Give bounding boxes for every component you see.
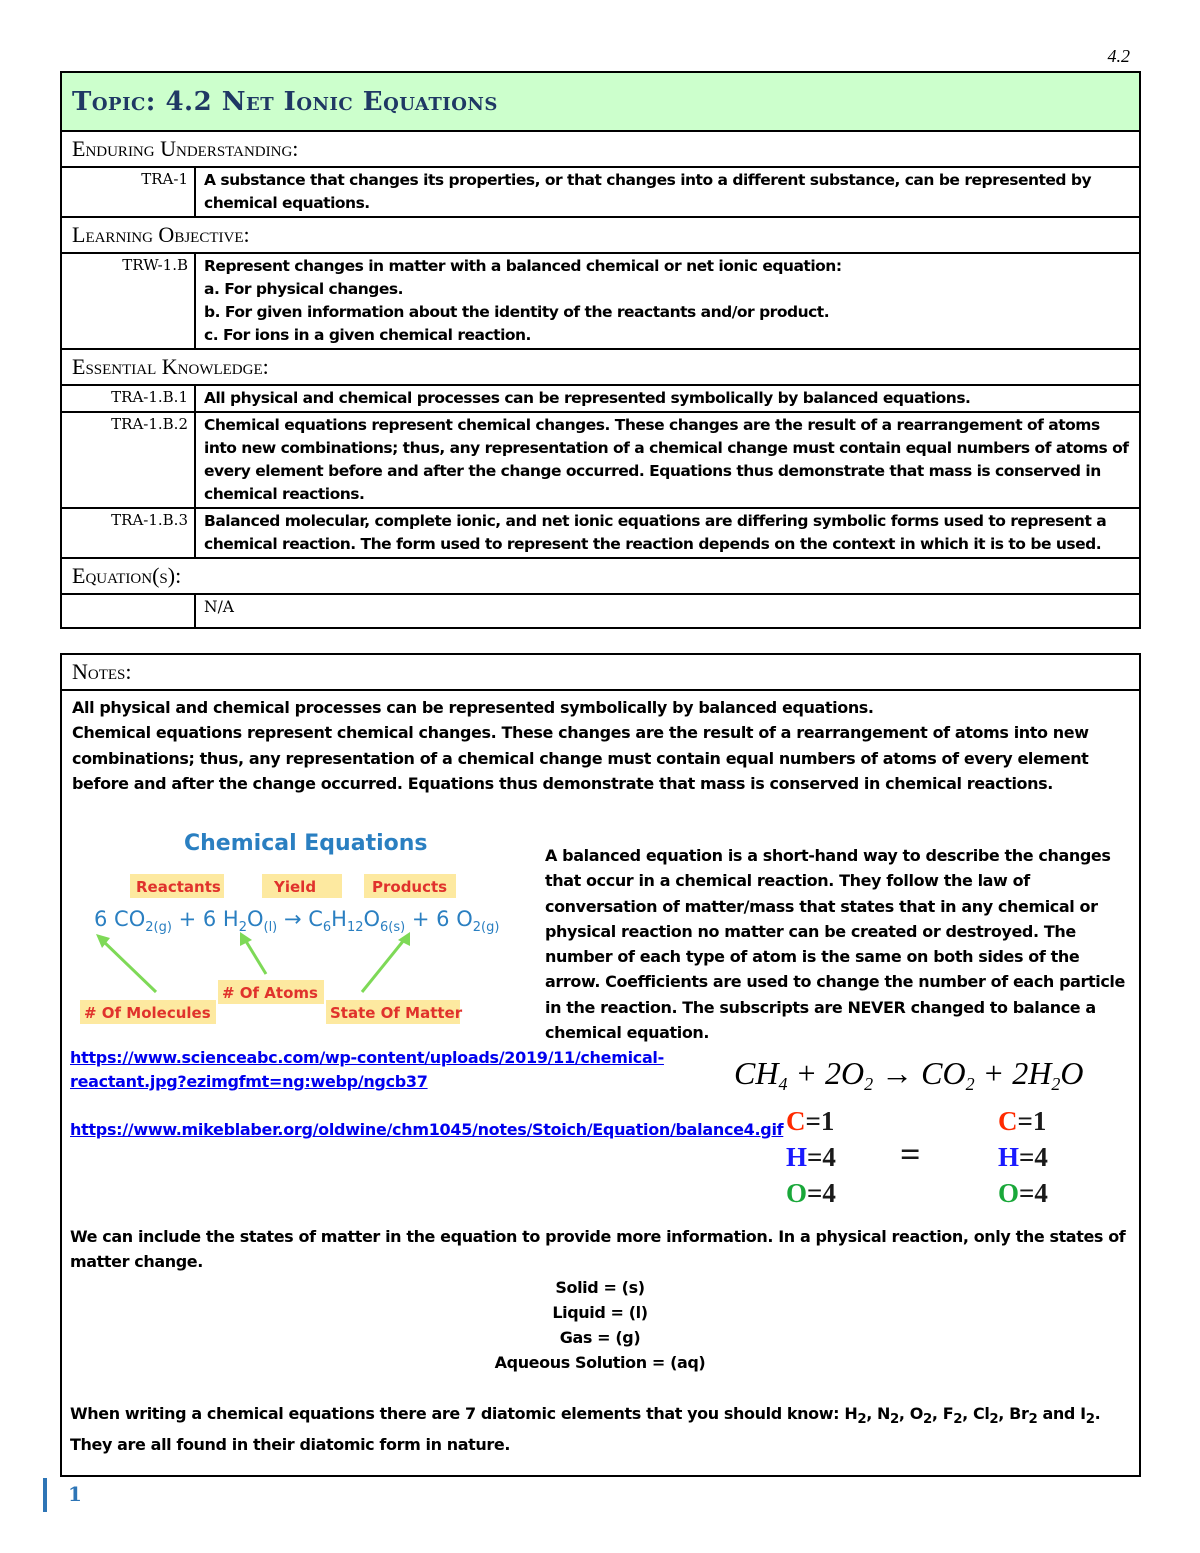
equations-value: N/A <box>195 594 1140 628</box>
left-count-c: C=1 <box>786 1106 835 1136</box>
objective-line: a. For physical changes. <box>204 280 403 298</box>
diatomic-text: When writing a chemical equations there are 7 diatomic elements that you should know: <box>70 1403 840 1423</box>
states-list <box>70 1275 1130 1376</box>
equals-sign: = <box>900 1134 921 1174</box>
diatomic-sub: 2 <box>989 1411 999 1427</box>
diatomic-el: N <box>877 1403 891 1423</box>
diatomic-paragraph: When writing a chemical equations there are 7 diatomic elements that you should know: $H_2$, $N_2$, $O_2$, $F_2$, $Cl_2$, $Br_2$ and $I_2$. They are all found in their diatomic form in nature. <box>70 1403 1101 1455</box>
atoms-arrow <box>244 938 266 974</box>
enduring-text: A substance that changes its properties, or that changes into a different substance, can be represented by chemical equations. <box>195 167 1140 217</box>
equations-heading: Equation(s): <box>61 558 1140 594</box>
page-tag: 4.2 <box>1107 46 1130 66</box>
right-count-o: O=4 <box>998 1178 1048 1208</box>
states-section <box>70 1224 1130 1458</box>
essential-code: TRA-1.B.2 <box>61 412 195 508</box>
diagram-title: Chemical Equations <box>184 831 428 856</box>
left-count-o: O=4 <box>786 1178 836 1208</box>
reactants-label: Reactants <box>136 878 221 896</box>
essential-heading: Essential Knowledge: <box>61 349 1140 385</box>
states-intro: We can include the states of matter in the equation to provide more information. In a physical reaction, only the states of matter change. <box>70 1227 1126 1272</box>
objective-line: b. For given information about the identity of the reactants and/or product. <box>204 303 830 321</box>
equations-code <box>61 594 195 628</box>
atom-count-svg <box>730 1050 1140 1210</box>
objective-code: TRW-1.B <box>61 253 195 349</box>
molecules-label: # Of Molecules <box>84 1004 211 1022</box>
diatomic-el: Cl <box>972 1403 990 1423</box>
source-link-1[interactable]: https://www.scienceabc.com/wp-content/uploads/2019/11/chemical-reactant.jpg?ezimgfmt=ng:webp/ngcb37 <box>70 1048 664 1091</box>
notes-heading: Notes: <box>62 655 1139 691</box>
svg-text:6 CO2(g) + 6 H2O(l) → C6H12O6(: 6 $CO_{2(g)} + 6$ $H_2O_{(l)} \to C_6H_{12}O_{6(s)} + 6$ $O_{2(g)}$ <box>94 907 500 935</box>
chemical-equations-diagram <box>66 812 526 1032</box>
diatomic-sub: 2 <box>857 1411 867 1427</box>
left-count-h: H=4 <box>786 1142 836 1172</box>
diatomic-el: Br <box>1009 1403 1029 1423</box>
objective-line: Represent changes in matter with a balanced chemical or net ionic equation: <box>204 257 842 275</box>
topic-title-cell <box>61 72 1140 131</box>
objective-text <box>195 253 1140 349</box>
diatomic-sub: 2 <box>1028 1411 1038 1427</box>
page-number: 1 <box>68 1482 82 1506</box>
state-item: Gas = (g) <box>559 1328 641 1348</box>
right-count-c: C=1 <box>998 1106 1047 1136</box>
essential-code: TRA-1.B.3 <box>61 508 195 558</box>
diatomic-end: . They are all found in their diatomic form in nature. <box>70 1403 1101 1455</box>
diatomic-el: O <box>909 1403 923 1423</box>
diatomic-el: F <box>942 1403 954 1423</box>
state-item: Liquid = (l) <box>552 1302 648 1322</box>
atoms-label: # Of Atoms <box>222 984 318 1002</box>
enduring-code: TRA-1 <box>61 167 195 217</box>
essential-code: TRA-1.B.1 <box>61 385 195 412</box>
atom-count-figure <box>730 1050 1140 1210</box>
essential-text: Balanced molecular, complete ionic, and net ionic equations are differing symbolic forms used to represent a chemical reaction. The form used to represent the reaction depends on the context in which it is to be used. <box>195 508 1140 558</box>
state-label: State Of Matter <box>330 1004 463 1022</box>
diatomic-sub: 2 <box>1085 1411 1095 1427</box>
notes-intro <box>62 691 1139 796</box>
state-arrow <box>362 940 404 992</box>
state-item: Aqueous Solution = (aq) <box>494 1353 706 1373</box>
diatomic-and: and <box>1042 1403 1075 1423</box>
products-label: Products <box>372 878 448 896</box>
topic-table <box>60 71 1141 629</box>
methane-equation: CH4 + 2O2 → CO2 + 2H2O <box>734 1055 1084 1094</box>
balanced-equation-paragraph: A balanced equation is a short-hand way to describe the changes that occur in a chemical reaction. They follow the law of conversation of matter/mass that states that in any chemical or physical reaction no matter can be created or destroyed. The number of each type of atom is the same on both sides of the arrow. Coefficients are used to change the number of each particle in the reaction. The subscripts are NEVER changed to balance a chemical equation. <box>545 846 1125 1043</box>
molecules-arrow <box>102 940 156 992</box>
source-link-2[interactable]: https://www.mikeblaber.org/oldwine/chm1045/notes/Stoich/Equation/balance4.gif <box>70 1120 784 1139</box>
enduring-heading: Enduring Understanding: <box>61 131 1140 167</box>
diagram-formula <box>94 907 499 935</box>
right-count-h: H=4 <box>998 1142 1048 1172</box>
diatomic-sub: 2 <box>922 1411 932 1427</box>
notes-paragraph: All physical and chemical processes can be represented symbolically by balanced equations. <box>72 698 874 717</box>
objective-line: c. For ions in a given chemical reaction. <box>204 326 531 344</box>
essential-text: Chemical equations represent chemical changes. These changes are the result of a rearrangement of atoms into new combinations; thus, any representation of a chemical change must contain equal numbers of atoms of every element before and after the change occurred. Equations thus demonstrate that mass is conserved in chemical reactions. <box>195 412 1140 508</box>
diatomic-el: I <box>1080 1403 1086 1423</box>
diatomic-sub: 2 <box>890 1411 899 1427</box>
objective-heading: Learning Objective: <box>61 217 1140 253</box>
source-links <box>70 1046 784 1142</box>
diatomic-sub: 2 <box>953 1411 963 1427</box>
state-item: Solid = (s) <box>555 1277 645 1297</box>
diagram-svg <box>66 812 526 1032</box>
essential-text: All physical and chemical processes can be represented symbolically by balanced equations. <box>195 385 1140 412</box>
page-title: Topic: 4.2 Net Ionic Equations <box>72 86 498 117</box>
footer-bar <box>43 1478 47 1512</box>
diatomic-el: H <box>844 1403 858 1423</box>
notes-paragraph: Chemical equations represent chemical changes. These changes are the result of a rearrangement of atoms into new combinations; thus, any representation of a chemical change must contain equal numbers of atoms of every element before and after the change occurred. Equations thus demonstrate that mass is conserved in chemical reactions. <box>72 723 1089 793</box>
yield-label: Yield <box>274 878 317 896</box>
